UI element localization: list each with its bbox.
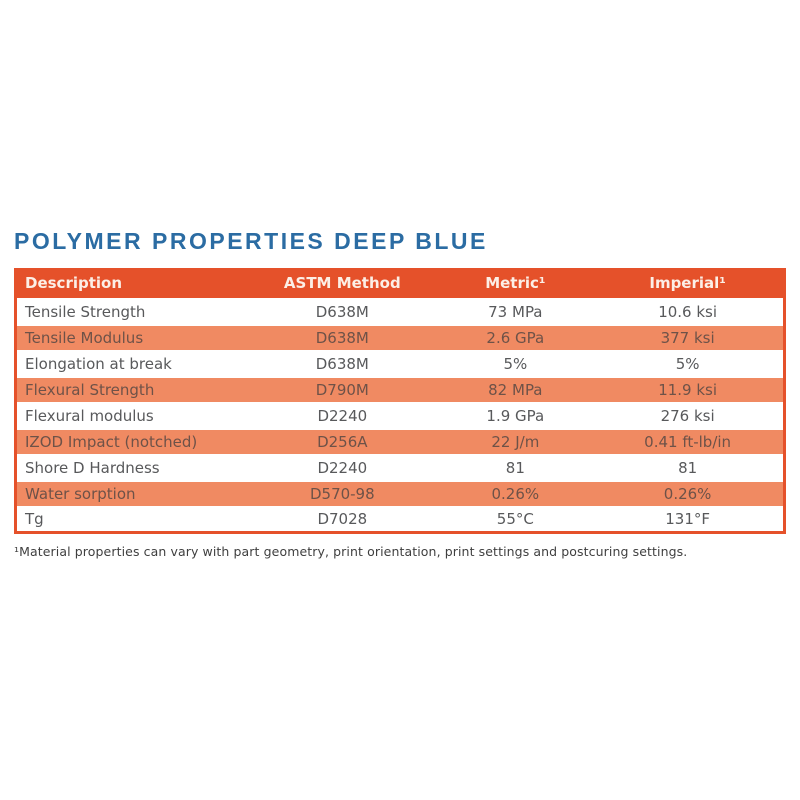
table-cell: D638M bbox=[246, 351, 438, 377]
table-cell: 0.26% bbox=[592, 481, 784, 507]
table-cell: IZOD Impact (notched) bbox=[16, 429, 247, 455]
table-cell: 22 J/m bbox=[438, 429, 592, 455]
table-cell: 377 ksi bbox=[592, 325, 784, 351]
table-cell: D256A bbox=[246, 429, 438, 455]
column-header: Metric¹ bbox=[438, 270, 592, 299]
table-cell: Tg bbox=[16, 507, 247, 533]
table-cell: D790M bbox=[246, 377, 438, 403]
table-cell: Shore D Hardness bbox=[16, 455, 247, 481]
table-cell: D2240 bbox=[246, 403, 438, 429]
table-cell: 0.26% bbox=[438, 481, 592, 507]
table-cell: 82 MPa bbox=[438, 377, 592, 403]
table-cell: Tensile Modulus bbox=[16, 325, 247, 351]
table-row bbox=[16, 403, 785, 429]
table-cell: D7028 bbox=[246, 507, 438, 533]
table-row bbox=[16, 299, 785, 325]
table-cell: D2240 bbox=[246, 455, 438, 481]
table-cell: 10.6 ksi bbox=[592, 299, 784, 325]
table-row bbox=[16, 351, 785, 377]
table-cell: 5% bbox=[438, 351, 592, 377]
table-cell: 81 bbox=[592, 455, 784, 481]
table-cell: Elongation at break bbox=[16, 351, 247, 377]
table-cell: 276 ksi bbox=[592, 403, 784, 429]
table-cell: D638M bbox=[246, 325, 438, 351]
table-row bbox=[16, 455, 785, 481]
table-body bbox=[16, 299, 785, 533]
table-row bbox=[16, 507, 785, 533]
polymer-properties-table bbox=[14, 268, 786, 534]
table-cell: D570-98 bbox=[246, 481, 438, 507]
table-cell: 2.6 GPa bbox=[438, 325, 592, 351]
table-row bbox=[16, 429, 785, 455]
table-cell: 81 bbox=[438, 455, 592, 481]
table-cell: Water sorption bbox=[16, 481, 247, 507]
table-cell: Flexural Strength bbox=[16, 377, 247, 403]
page-title: POLYMER PROPERTIES DEEP BLUE bbox=[14, 228, 488, 254]
column-header: Description bbox=[16, 270, 247, 299]
table-cell: 1.9 GPa bbox=[438, 403, 592, 429]
column-header: ASTM Method bbox=[246, 270, 438, 299]
table-cell: 55°C bbox=[438, 507, 592, 533]
table-header bbox=[16, 270, 785, 299]
table-row bbox=[16, 325, 785, 351]
table-cell: 73 MPa bbox=[438, 299, 592, 325]
table-cell: 131°F bbox=[592, 507, 784, 533]
table-row bbox=[16, 377, 785, 403]
column-header: Imperial¹ bbox=[592, 270, 784, 299]
table-cell: Flexural modulus bbox=[16, 403, 247, 429]
table-cell: Tensile Strength bbox=[16, 299, 247, 325]
table-cell: 5% bbox=[592, 351, 784, 377]
table-cell: 0.41 ft-lb/in bbox=[592, 429, 784, 455]
footnote: ¹Material properties can vary with part geometry, print orientation, print settings and postcuring settings. bbox=[14, 544, 688, 559]
table-row bbox=[16, 481, 785, 507]
table-cell: 11.9 ksi bbox=[592, 377, 784, 403]
table-header-row bbox=[16, 270, 785, 299]
table-cell: D638M bbox=[246, 299, 438, 325]
